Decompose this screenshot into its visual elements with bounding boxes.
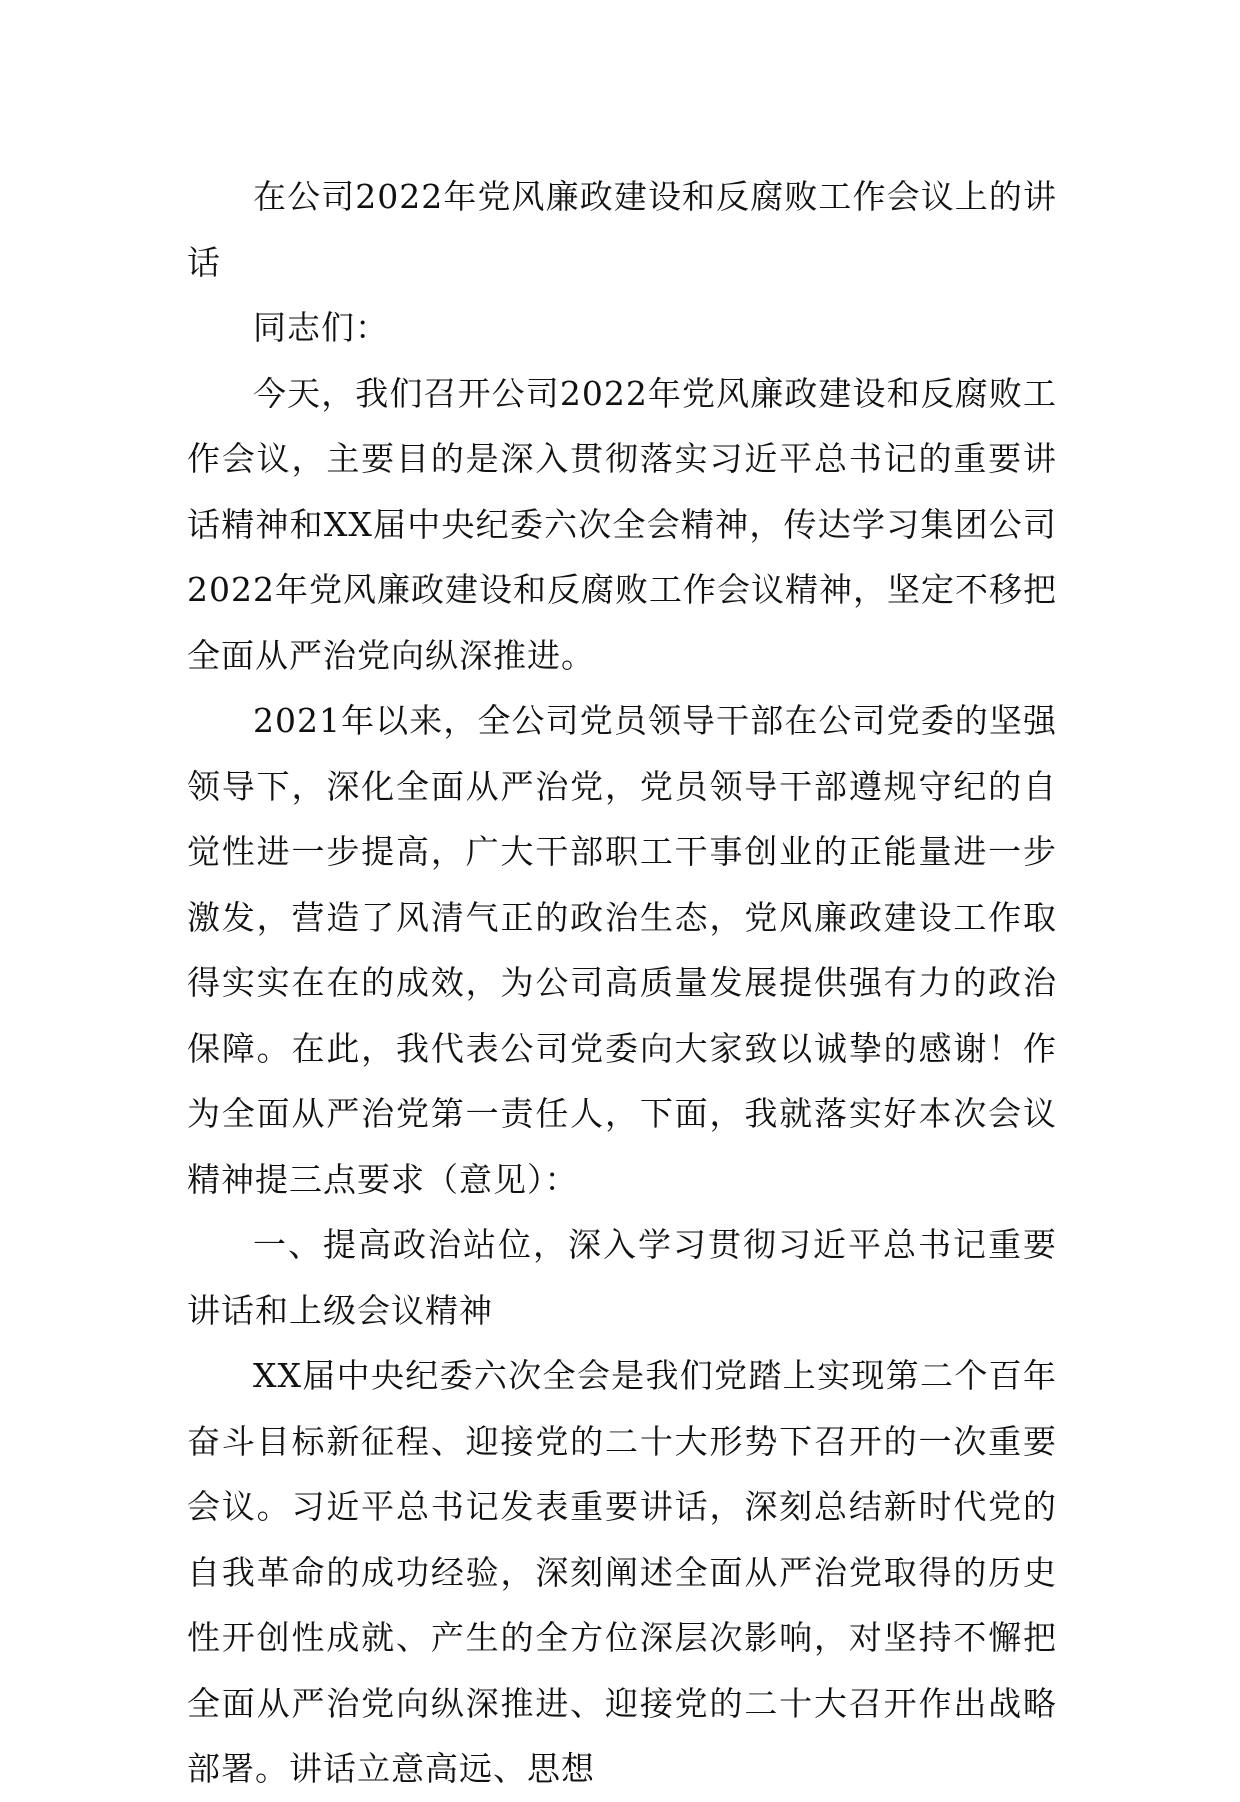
paragraph-opening: 今天，我们召开公司2022年党风廉政建设和反腐败工作会议，主要目的是深入贯彻落实习近平总书记的重要讲话精神和XX届中央纪委六次全会精神，传达学习集团公司2022年党风廉政建设和反腐败工作会议精神，坚定不移把全面从严治党向纵深推进。 [187,373,1057,675]
document-title: 在公司2022年党风廉政建设和反腐败工作会议上的讲话 [187,177,1057,282]
section-heading-1: 一、提高政治站位，深入学习贯彻习近平总书记重要讲话和上级会议精神 [187,1225,1057,1330]
salutation: 同志们： [253,308,389,347]
document-body [187,164,1057,1802]
paragraph-plenary: XX届中央纪委六次全会是我们党踏上实现第二个百年奋斗目标新征程、迎接党的二十大形势下召开的一次重要会议。习近平总书记发表重要讲话，深刻总结新时代党的自我革命的成功经验，深刻阐述全面从严治党取得的历史性开创性成就、产生的全方位深层次影响，对坚持不懈把全面从严治党向纵深推进、迎接党的二十大召开作出战略部署。讲话立意高远、思想 [187,1356,1057,1788]
paragraph-achievements: 2021年以来，全公司党员领导干部在公司党委的坚强领导下，深化全面从严治党，党员领导干部遵规守纪的自觉性进一步提高，广大干部职工干事创业的正能量进一步激发，营造了风清气正的政治生态，党风廉政建设工作取得实实在在的成效，为公司高质量发展提供强有力的政治保障。在此，我代表公司党委向大家致以诚挚的感谢！作为全面从严治党第一责任人，下面，我就落实好本次会议精神提三点要求（意见）： [187,701,1057,1199]
